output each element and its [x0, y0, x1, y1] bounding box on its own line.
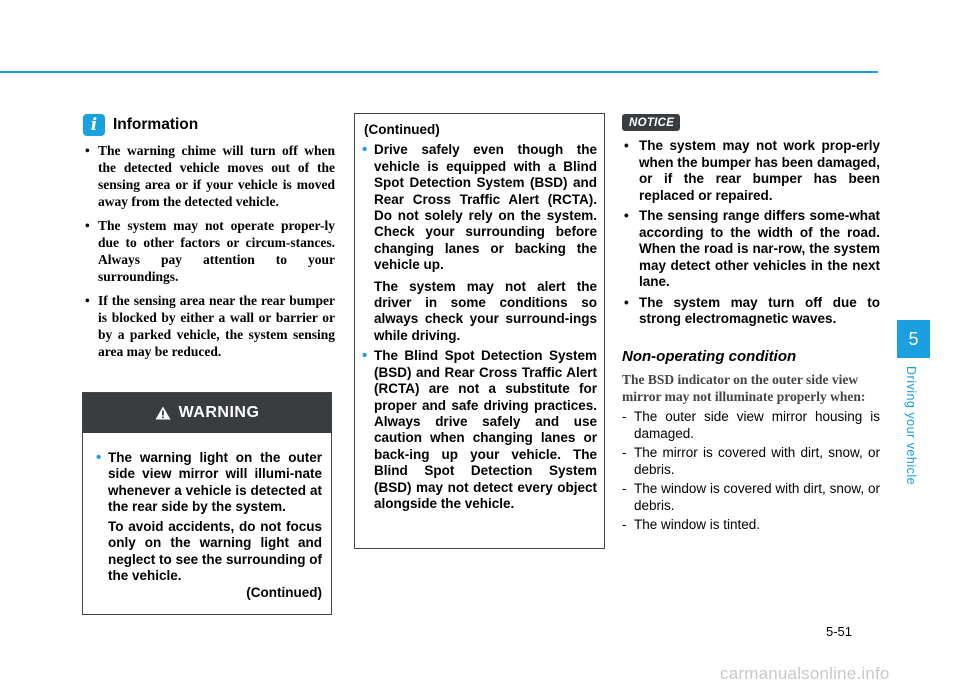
notice-item: • The system may turn off due to strong electromagnetic waves.: [622, 295, 880, 328]
warning-bullet: • The warning light on the outer side view mirror will illumi-nate whenever a vehicle is detected at the rear side by the system.: [98, 450, 322, 515]
continued-warning-box: [354, 113, 605, 549]
warning-title: WARNING: [178, 404, 260, 421]
continued-paragraph: The system may not alert the driver in some conditions so always check your surround-ings while driving.: [374, 278, 597, 343]
information-header: [83, 113, 335, 137]
page-number: 5-51: [826, 624, 853, 639]
chapter-label: Driving your vehicle: [904, 366, 918, 486]
non-operating-list: [622, 408, 880, 534]
warning-header: [83, 393, 331, 433]
notice-badge: NOTICE: [622, 114, 680, 131]
warning-paragraph: To avoid accidents, do not focus only on the warning light and neglect to see the surrounding of the vehicle.: [108, 519, 322, 584]
top-rule: [0, 71, 878, 73]
information-item: • If the sensing area near the rear bumper is blocked by either a wall or barrier or by a parked vehicle, the system sensing area may be reduced.: [83, 292, 335, 360]
warning-continued: (Continued): [246, 585, 322, 601]
continued-bullet: • Drive safely even though the vehicle is equipped with a Blind Spot Detection System (BSD) and Rear Cross Traffic Alert (RCTA). Do not solely rely on the system. Check your surrounding before changing lanes or backing the vehicle up.: [364, 142, 597, 273]
notice-item: • The system may not work prop-erly when the bumper has been damaged, or if the rear bumper has been replaced or repaired.: [622, 138, 880, 204]
non-operating-item: - The outer side view mirror housing is damaged.: [622, 408, 880, 443]
information-item: • The system may not operate proper-ly due to other factors or circum-stances. Always pay attention to your surroundings.: [83, 217, 335, 285]
information-title: Information: [113, 116, 199, 133]
information-section: [83, 113, 335, 367]
non-operating-item: - The window is covered with dirt, snow, or debris.: [622, 480, 880, 515]
notice-section: [622, 113, 880, 534]
warning-body: [83, 433, 331, 602]
notice-list: [622, 138, 880, 328]
information-item: • The warning chime will turn off when the detected vehicle moves out of the sensing area or if your vehicle is moved away from the detected vehicle.: [83, 142, 335, 210]
information-list: [83, 142, 335, 360]
non-operating-item: - The mirror is covered with dirt, snow, or debris.: [622, 444, 880, 479]
continued-bullet: • The Blind Spot Detection System (BSD) and Rear Cross Traffic Alert (RCTA) are not a substitute for proper and safe driving practices. Always drive safely and use caution when changing lanes or back-ing up your vehicle. The Blind Spot Detection System (BSD) may not detect every object alongside the vehicle.: [364, 348, 597, 512]
non-operating-item: - The window is tinted.: [622, 516, 880, 534]
chapter-tab: 5: [897, 320, 930, 358]
warning-box: [82, 392, 332, 615]
continued-header: (Continued): [364, 122, 440, 137]
non-operating-intro: The BSD indicator on the outer side view mirror may not illuminate properly when:: [622, 371, 866, 404]
info-icon: i: [83, 114, 105, 136]
warning-triangle-icon: [155, 406, 171, 420]
watermark: carmanualsonline.info: [720, 664, 890, 683]
notice-item: • The sensing range differs some-what according to the width of the road. When the road is nar-row, the system may detect other vehicles in the next lane.: [622, 208, 880, 291]
non-operating-title: Non-operating condition: [622, 347, 797, 365]
